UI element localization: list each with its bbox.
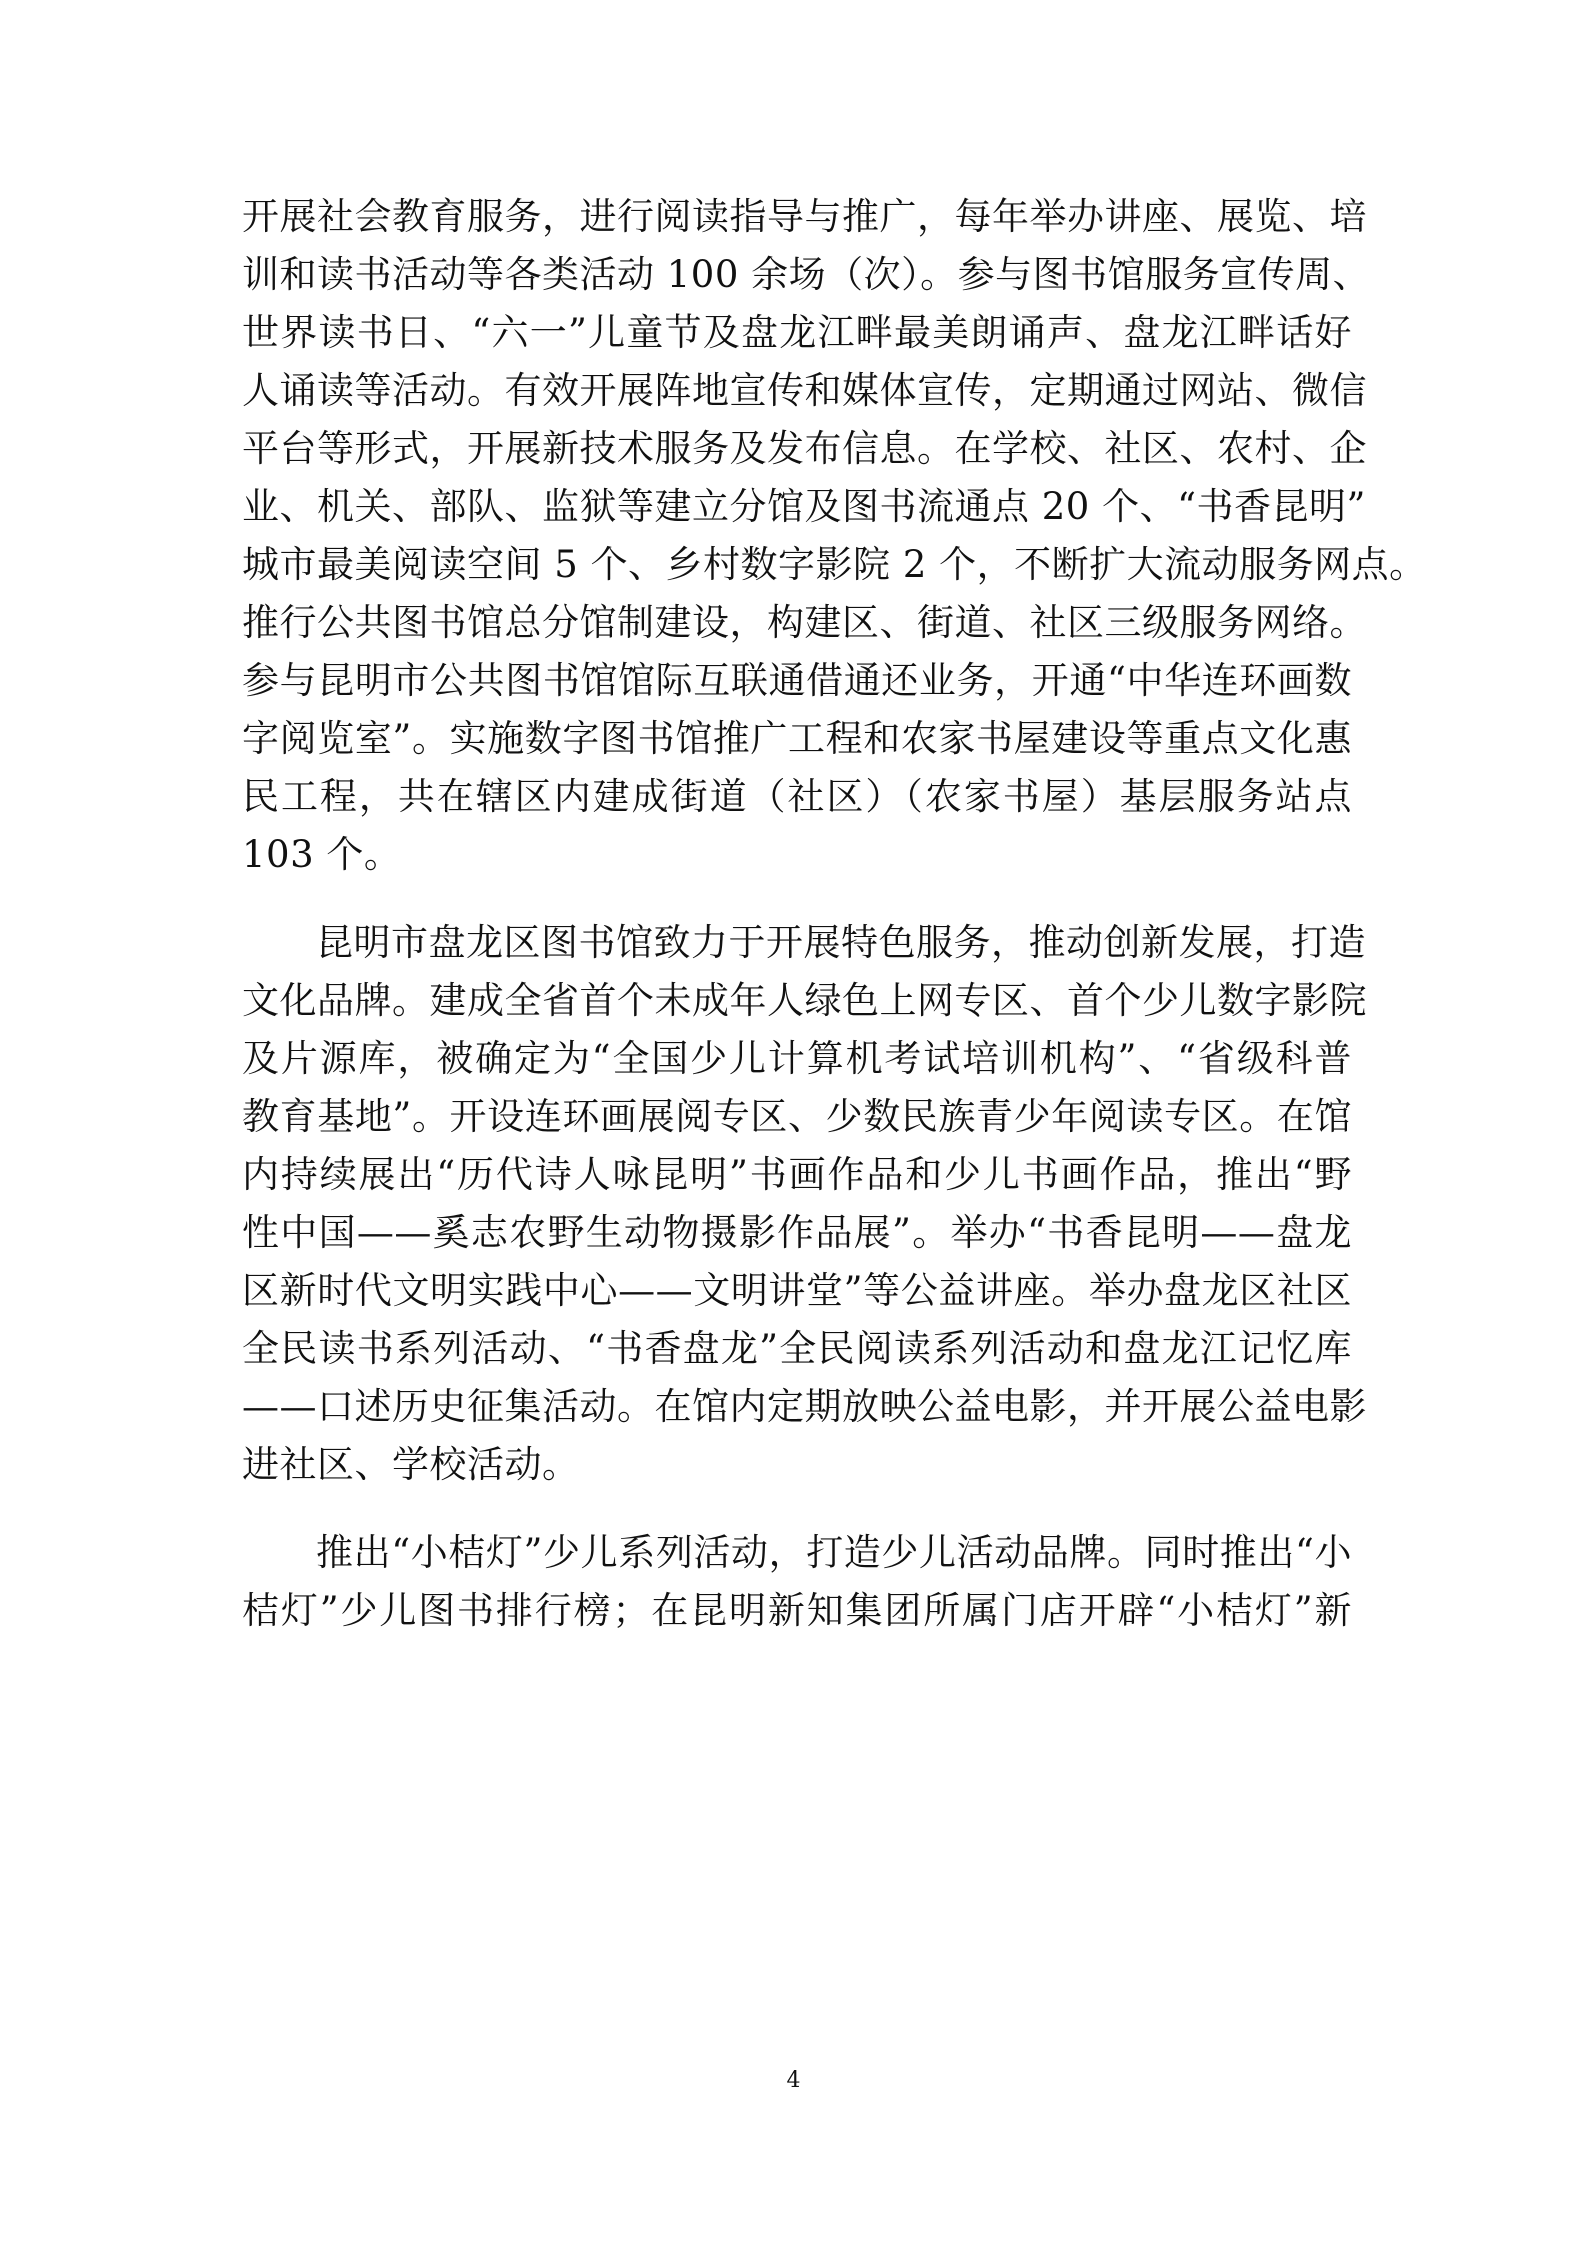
text-line: 昆明市盘龙区图书馆致力于开展特色服务，推动创新发展，打造: [316, 921, 1366, 964]
text-line: 及片源库，被确定为“全国少儿计算机考试培训机构”、“省级科普: [242, 1037, 1352, 1080]
text-line: 城市最美阅读空间 5 个、乡村数字影院 2 个，不断扩大流动服务网点。: [242, 543, 1427, 586]
text-line: 区新时代文明实践中心——文明讲堂”等公益讲座。举办盘龙区社区: [242, 1269, 1352, 1312]
paragraph-1: [242, 188, 1427, 884]
text-line: 人诵读等活动。有效开展阵地宣传和媒体宣传，定期通过网站、微信: [242, 369, 1367, 412]
paragraph-spacer: [242, 884, 1352, 914]
text-line: 训和读书活动等各类活动 100 余场（次）。参与图书馆服务宣传周、: [242, 253, 1371, 296]
text-line: 性中国——奚志农野生动物摄影作品展”。举办“书香昆明——盘龙: [242, 1211, 1352, 1254]
text-line: 推出“小桔灯”少儿系列活动，打造少儿活动品牌。同时推出“小: [316, 1531, 1352, 1574]
text-line: 民工程，共在辖区内建成街道（社区）（农家书屋）基层服务站点: [242, 775, 1352, 818]
paragraph-3: [242, 1524, 1352, 1640]
text-line: 103 个。: [242, 833, 402, 876]
text-line: ——口述历史征集活动。在馆内定期放映公益电影，并开展公益电影: [242, 1385, 1367, 1428]
paragraph-2: [242, 914, 1367, 1494]
text-line: 世界读书日、“六一”儿童节及盘龙江畔最美朗诵声、盘龙江畔话好: [242, 311, 1352, 354]
text-line: 内持续展出“历代诗人咏昆明”书画作品和少儿书画作品，推出“野: [242, 1153, 1352, 1196]
paragraph-spacer: [242, 1494, 1352, 1524]
text-line: 业、机关、部队、监狱等建立分馆及图书流通点 20 个、“书香昆明”: [242, 485, 1366, 528]
text-line: 开展社会教育服务，进行阅读指导与推广，每年举办讲座、展览、培: [242, 195, 1367, 238]
text-line: 桔灯”少儿图书排行榜；在昆明新知集团所属门店开辟“小桔灯”新: [242, 1589, 1352, 1632]
text-line: 教育基地”。开设连环画展阅专区、少数民族青少年阅读专区。在馆: [242, 1095, 1352, 1138]
page-number: 4: [786, 2068, 801, 2093]
text-line: 文化品牌。建成全省首个未成年人绿色上网专区、首个少儿数字影院: [242, 979, 1367, 1022]
text-line: 平台等形式，开展新技术服务及发布信息。在学校、社区、农村、企: [242, 427, 1367, 470]
body-text: [242, 188, 1427, 1640]
text-line: 推行公共图书馆总分馆制建设，构建区、街道、社区三级服务网络。: [242, 601, 1367, 644]
text-line: 字阅览室”。实施数字图书馆推广工程和农家书屋建设等重点文化惠: [242, 717, 1352, 760]
text-line: 进社区、学校活动。: [242, 1443, 580, 1486]
text-line: 参与昆明市公共图书馆馆际互联通借通还业务，开通“中华连环画数: [242, 659, 1352, 702]
text-line: 全民读书系列活动、“书香盘龙”全民阅读系列活动和盘龙江记忆库: [242, 1327, 1352, 1370]
